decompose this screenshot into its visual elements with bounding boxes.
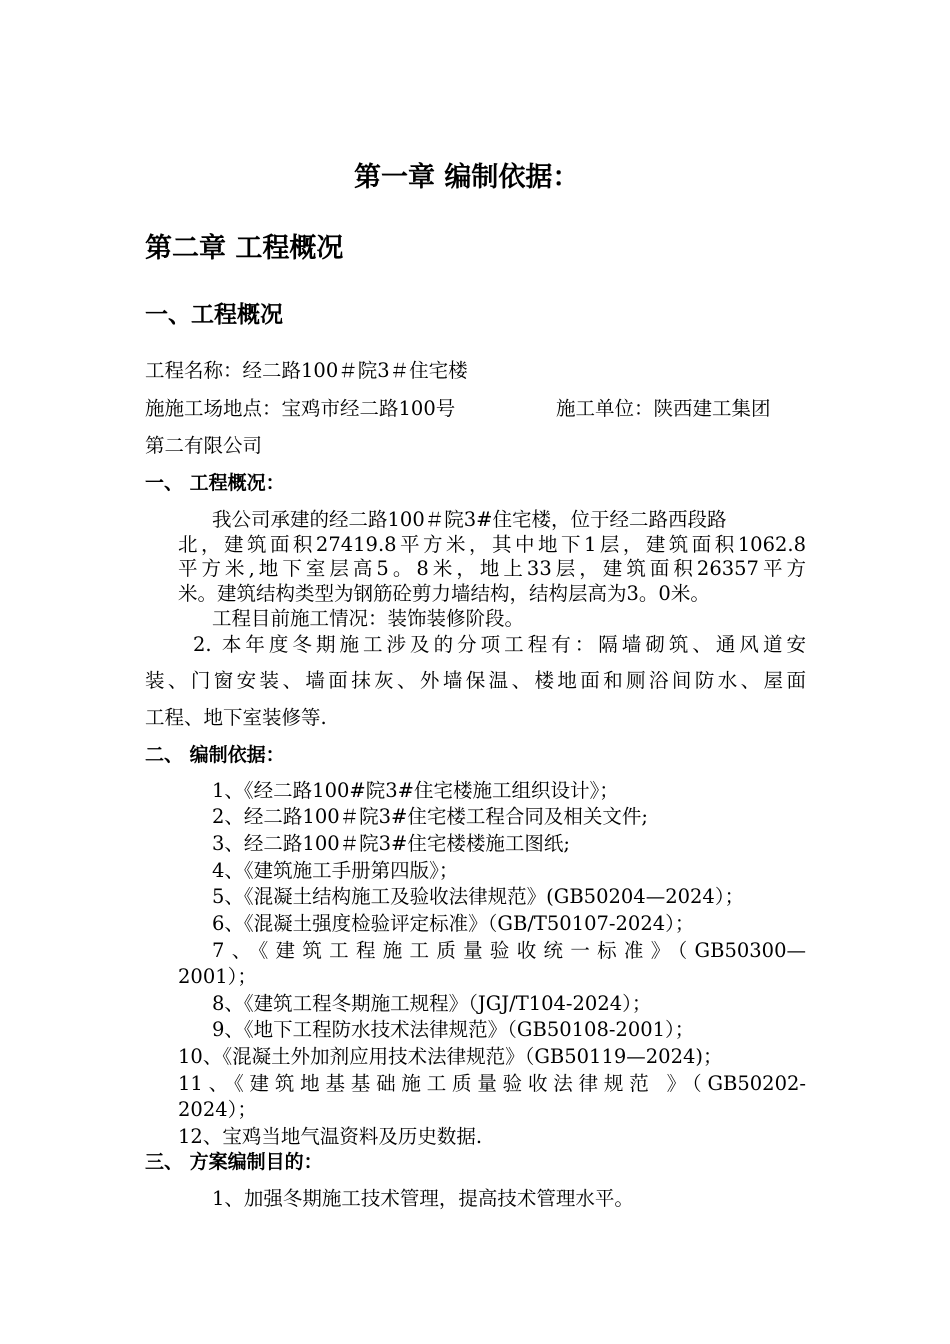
- basis-item: 12、宝鸡当地气温资料及历史数据.: [178, 1125, 483, 1148]
- overview-paragraph-line: 北，建筑面积27419.8平方米，其中地下1层，建筑面积1062.8: [178, 533, 806, 556]
- basis-item-continued: 2024）；: [178, 1098, 257, 1121]
- overview-paragraph-line: 平方米,地下室层高5。8米，地上33层，建筑面积26357平方: [178, 557, 806, 580]
- basis-item: 5、《混凝土结构施工及验收法律规范》(GB50204—2024）；: [212, 885, 745, 908]
- basis-item: 10、《混凝土外加剂应用技术法律规范》（GB50119—2024)；: [178, 1045, 723, 1068]
- basis-item: 11、《建筑地基基础施工质量验收法律规范 》（GB50202-: [178, 1072, 806, 1095]
- project-name: 工程名称：经二路100＃院3＃住宅楼: [145, 359, 468, 382]
- basis-item: 3、经二路100＃院3#住宅楼楼施工图纸;: [212, 832, 570, 855]
- basis-item: 1、《经二路100#院3#住宅楼施工组织设计》；: [212, 779, 619, 802]
- basis-item-continued: 2001）；: [178, 965, 257, 988]
- subsection-1-title: 一、 工程概况：: [145, 472, 285, 494]
- basis-item: 7、《建筑工程施工质量验收统一标准》（GB50300—: [212, 939, 806, 962]
- contractor: 施工单位：陕西建工集团: [556, 397, 771, 420]
- section-overview-title: 一、工程概况: [145, 302, 283, 328]
- contractor-continued: 第二有限公司: [145, 434, 263, 457]
- chapter-1-title: 第一章 编制依据：: [354, 162, 580, 193]
- subsection-2-title: 二、 编制依据：: [145, 744, 285, 766]
- winter-works-line: 工程、地下室装修等.: [145, 706, 327, 729]
- overview-paragraph-line: 米。建筑结构类型为钢筋砼剪力墙结构，结构层高为3。0米。: [178, 582, 710, 605]
- winter-works-line: 装、门窗安装、墙面抹灰、外墙保温、楼地面和厕浴间防水、屋面: [145, 669, 806, 692]
- basis-item: 6、《混凝土强度检验评定标准》（GB/T50107-2024）；: [212, 912, 695, 935]
- current-status: 工程目前施工情况：装饰装修阶段。: [212, 607, 525, 630]
- basis-item: 2、经二路100＃院3#住宅楼工程合同及相关文件;: [212, 805, 648, 828]
- basis-item: 4、《建筑施工手册第四版》；: [212, 859, 459, 882]
- winter-works-line: 2. 本年度冬期施工涉及的分项工程有：隔墙砌筑、通风道安: [193, 633, 806, 656]
- subsection-3-title: 三、 方案编制目的：: [145, 1151, 323, 1173]
- basis-item: 9、《地下工程防水技术法律规范》（GB50108-2001）；: [212, 1018, 695, 1041]
- basis-item: 8、《建筑工程冬期施工规程》（JGJ/T104-2024）；: [212, 992, 652, 1015]
- overview-paragraph-line: 我公司承建的经二路100＃院3#住宅楼，位于经二路西段路: [212, 508, 727, 531]
- purpose-item: 1、加强冬期施工技术管理，提高技术管理水平。: [212, 1187, 634, 1210]
- chapter-2-title: 第二章 工程概况: [145, 233, 344, 264]
- project-site: 施施工场地点：宝鸡市经二路100号: [145, 397, 456, 420]
